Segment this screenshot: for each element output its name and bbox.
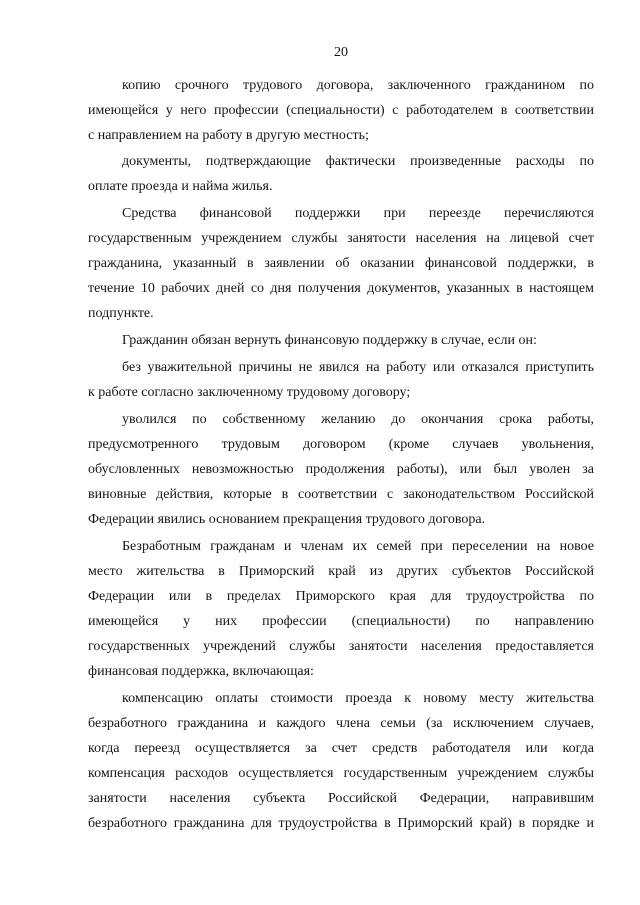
text-line: компенсацию оплаты стоимости проезда к новому месту жительства [122, 690, 594, 706]
text-line: имеющейся у него профессии (специальности) с работодателем в соответствии [88, 102, 594, 118]
text-line: уволился по собственному желанию до окончания срока работы, [122, 411, 594, 427]
text-line: государственным учреждением службы занятости населения на лицевой счет [88, 231, 594, 247]
text-line: финансовая поддержка, включающая: [88, 663, 314, 679]
text-line: безработного гражданина для трудоустройства в Приморский край) в порядке и [88, 815, 594, 831]
text-line: безработного гражданина и каждого члена семьи (за исключением случаев, [88, 715, 594, 731]
text-line: место жительства в Приморский край из других субъектов Российской [88, 563, 594, 579]
text-line: документы, подтверждающие фактически произведенные расходы по [122, 154, 594, 170]
paragraph [88, 534, 594, 684]
text-line: к работе согласно заключенному трудовому договору; [88, 385, 411, 401]
text-line: занятости населения субъекта Российской Федерации, направившим [88, 790, 594, 806]
paragraph [88, 686, 594, 836]
page-number: 20 [334, 44, 348, 60]
text-line: когда переезд осуществляется за счет средств работодателя или когда [88, 740, 594, 756]
text-line: обусловленных невозможностью продолжения работы), или был уволен за [88, 461, 594, 477]
text-line: имеющейся у них профессии (специальности) по направлению [88, 613, 594, 629]
text-line: Гражданин обязан вернуть финансовую поддержку в случае, если он: [122, 333, 537, 349]
text-line: Федерации явились основанием прекращения трудового договора. [88, 511, 486, 527]
text-line: подпункте. [88, 306, 154, 322]
text-line: оплате проезда и найма жилья. [88, 179, 273, 195]
text-line: с направлением на работу в другую местность; [88, 127, 369, 143]
text-line: виновные действия, которые в соответствии с законодательством Российской [88, 486, 594, 502]
text-line: Безработным гражданам и членам их семей при переселении на новое [122, 538, 594, 554]
paragraph [88, 355, 594, 405]
document-body [88, 73, 594, 836]
paragraph [88, 328, 594, 353]
paragraph [88, 73, 594, 148]
text-line: государственных учреждений службы занятости населения предоставляется [88, 638, 594, 654]
text-line: предусмотренного трудовым договором (кроме случаев увольнения, [88, 436, 594, 452]
text-line: гражданина, указанный в заявлении об оказании финансовой поддержки, в [88, 256, 594, 272]
text-line: без уважительной причины не явился на работу или отказался приступить [122, 360, 594, 376]
text-line: копию срочного трудового договора, заключенного гражданином по [122, 77, 594, 93]
text-line: компенсация расходов осуществляется государственным учреждением службы [88, 765, 594, 781]
paragraph [88, 149, 594, 199]
text-line: Федерации или в пределах Приморского края для трудоустройства по [88, 588, 594, 604]
paragraph [88, 201, 594, 326]
paragraph [88, 407, 594, 532]
text-line: течение 10 рабочих дней со дня получения документов, указанных в настоящем [88, 281, 594, 297]
text-line: Средства финансовой поддержки при переезде перечисляются [122, 206, 594, 222]
